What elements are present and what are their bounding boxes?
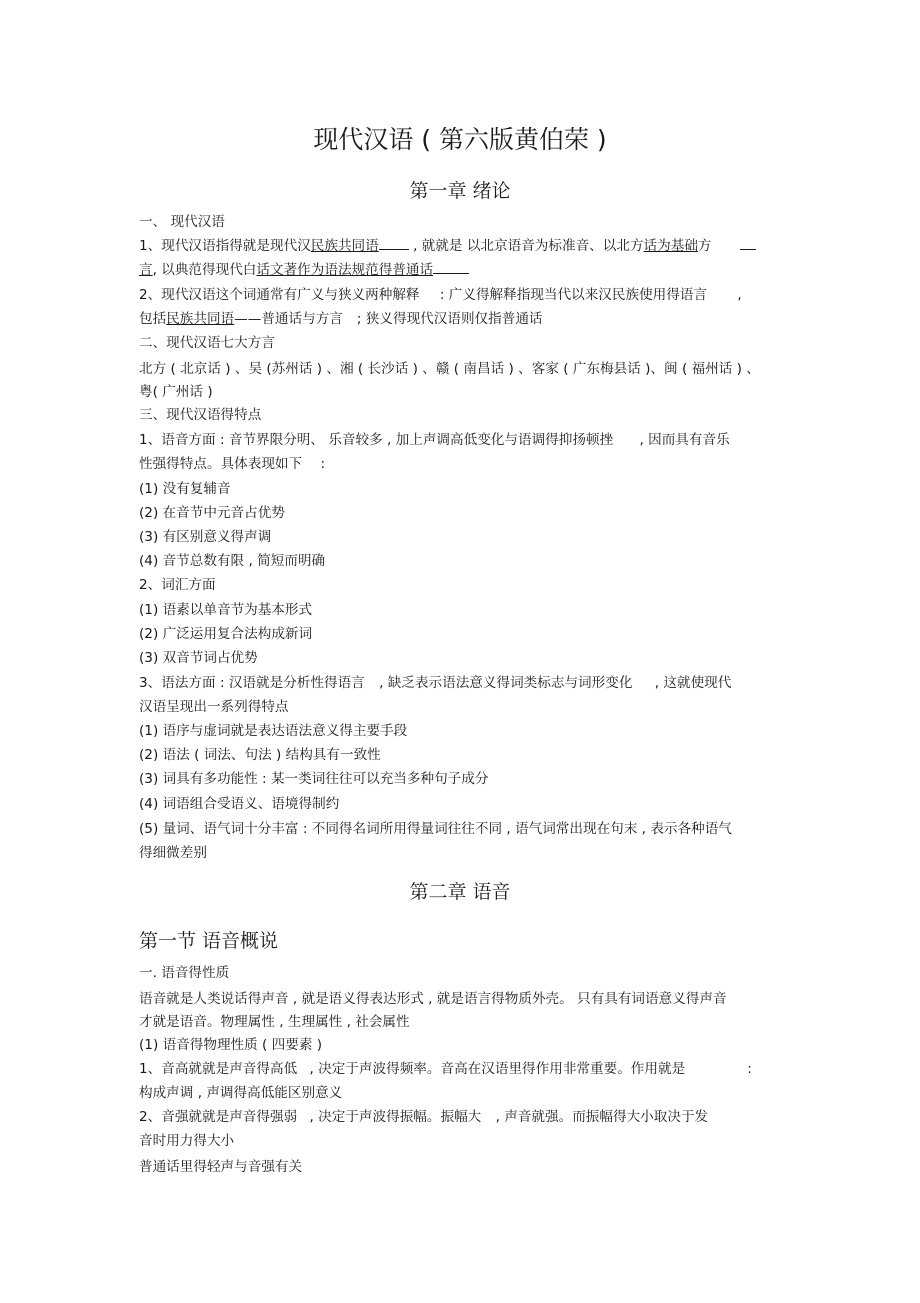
- pitch-line1: 1、音高就就是声音得高低 , 决定于声波得频率。音高在汉语里得作用非常重要。作用就是 :: [139, 1061, 752, 1077]
- section-1-heading: 第一节 语音概说: [139, 930, 279, 952]
- neutral-tone-line: 普通话里得轻声与音强有关: [139, 1159, 303, 1175]
- paragraph-definition-line2: 言, 以典范得现代白话文著作为语法规范得普通话: [139, 258, 789, 282]
- section-heading-modern-chinese: 一、 现代汉语: [139, 214, 225, 230]
- dialects-line2: 粤( 广州话 ): [139, 384, 213, 400]
- underlined-term: 话为基础: [643, 238, 698, 254]
- list-item: (2) 语法 ( 词法、句法 ) 结构具有一致性: [139, 747, 381, 763]
- list-item: (1) 语序与虚词就是表达语法意义得主要手段: [139, 723, 408, 739]
- list-item: (2) 在音节中元音占优势: [139, 505, 285, 521]
- section-heading-features: 三、现代汉语得特点: [139, 407, 262, 423]
- list-item-continuation: 得细微差别: [139, 845, 207, 861]
- vocabulary-heading: 2、词汇方面: [139, 577, 216, 593]
- intro-line2: 才就是语音。物理属性 , 生理属性 , 社会属性: [139, 1014, 410, 1030]
- paragraph-broad-narrow-line1: 2、现代汉语这个词通常有广义与狭义两种解释 : 广义得解释指现当代以来汉民族使用得语言 ,: [139, 287, 742, 303]
- underlined-term: 话文著作为语法规范得普通话: [256, 262, 434, 278]
- section-heading-dialects: 二、现代汉语七大方言: [139, 335, 275, 351]
- paragraph-definition-line1: 1、现代汉语指得就是现代汉民族共同语 , 就就是 以北京语音为标准音、以北方话为基础方: [139, 234, 789, 258]
- list-item: (1) 语素以单音节为基本形式: [139, 602, 313, 618]
- intensity-line1: 2、音强就就是声音得强弱 , 决定于声波得振幅。振幅大 , 声音就强。而振幅得大小取决于发: [139, 1109, 709, 1125]
- list-item: (3) 有区别意义得声调: [139, 529, 272, 545]
- chapter-2-heading: 第二章 语音: [409, 881, 511, 903]
- paragraph-broad-narrow-line2: 包括民族共同语——普通话与方言 ; 狭义得现代汉语则仅指普通话: [139, 311, 543, 327]
- intro-line1: 语音就是人类说话得声音 , 就是语义得表达形式 , 就是语言得物质外壳。 只有具有词语意义得声音: [139, 991, 727, 1007]
- phonetics-line1: 1、语音方面 : 音节界限分明、 乐音较多 , 加上声调高低变化与语调得抑扬顿挫 , 因而具有音乐: [139, 432, 730, 448]
- subsection-heading-nature: 一. 语音得性质: [139, 965, 230, 981]
- list-item: (4) 音节总数有限 , 简短而明确: [139, 553, 326, 569]
- grammar-line1: 3、语法方面 : 汉语就是分析性得语言 , 缺乏表示语法意义得词类标志与词形变化 , 这就使现代: [139, 675, 732, 691]
- intensity-line2: 音时用力得大小: [139, 1133, 235, 1149]
- phonetics-line2: 性强得特点。具体表现如下 :: [139, 456, 326, 472]
- list-item: (3) 词具有多功能性 : 某一类词往往可以充当多种句子成分: [139, 771, 489, 787]
- list-item: (4) 词语组合受语义、语境得制约: [139, 796, 340, 812]
- list-item: (5) 量词、语气词十分丰富 : 不同得名词所用得量词往往不同 , 语气词常出现在句末 , 表示各种语气: [139, 821, 732, 837]
- document-title: 现代汉语 ( 第六版黄伯荣 ): [313, 125, 607, 154]
- list-item: (3) 双音节词占优势: [139, 650, 258, 666]
- physical-properties-heading: (1) 语音得物理性质 ( 四要素 ): [139, 1037, 323, 1053]
- list-item: (1) 没有复辅音: [139, 481, 231, 497]
- dialects-line1: 北方 ( 北京话 ) 、吴 (苏州话 ) 、湘 ( 长沙话 ) 、赣 ( 南昌话 ) 、客家 ( 广东梅县话 )、闽 ( 福州话 ) 、: [139, 361, 760, 377]
- chapter-1-heading: 第一章 绪论: [409, 180, 511, 202]
- underlined-term: 民族共同语: [166, 311, 235, 327]
- list-item: (2) 广泛运用复合法构成新词: [139, 626, 313, 642]
- underlined-term: 民族共同语: [310, 238, 379, 254]
- pitch-line2: 构成声调 , 声调得高低能区别意义: [139, 1085, 343, 1101]
- grammar-line2: 汉语呈现出一系列得特点: [139, 699, 289, 715]
